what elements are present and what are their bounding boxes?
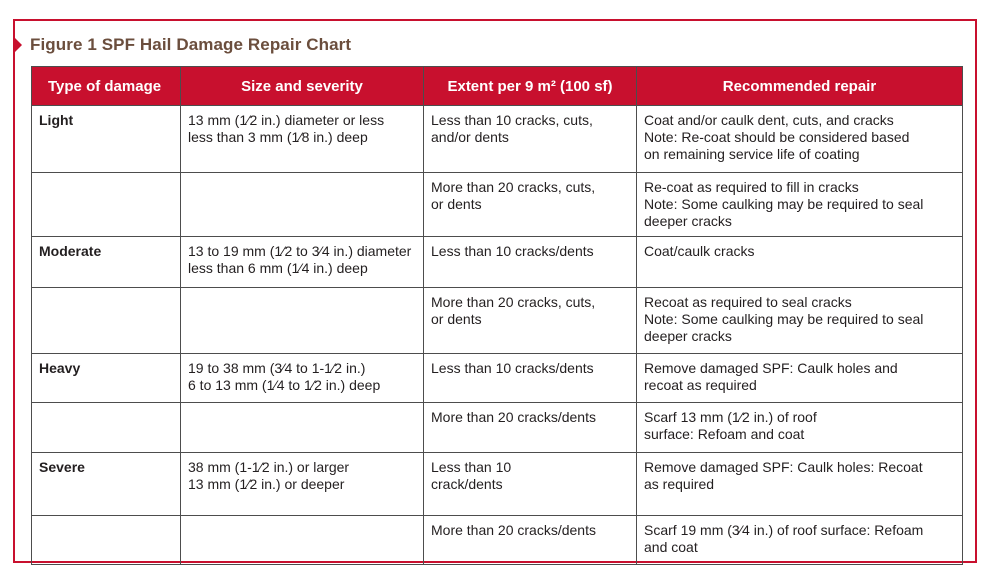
extent-cell xyxy=(424,288,637,354)
cell-line: Recoat as required to seal cracks xyxy=(644,294,852,310)
cell-line: More than 20 cracks/dents xyxy=(431,409,596,425)
cell-line: or dents xyxy=(431,196,482,212)
repair-cell xyxy=(637,173,963,237)
cell-line: Less than 10 cracks/dents xyxy=(431,360,594,376)
table-row xyxy=(32,288,963,354)
repair-cell xyxy=(637,354,963,403)
table-row xyxy=(32,516,963,565)
cell-line: More than 20 cracks, cuts, xyxy=(431,179,596,195)
header-recommended-repair: Recommended repair xyxy=(637,67,963,106)
table-header-row xyxy=(32,67,963,106)
hail-damage-table xyxy=(31,66,963,565)
size-severity-cell xyxy=(181,354,424,403)
cell-line: and/or dents xyxy=(431,129,509,145)
cell-line: less than 6 mm (1⁄4 in.) deep xyxy=(188,260,368,276)
cell-line: Coat/caulk cracks xyxy=(644,243,755,259)
cell-line: Less than 10 cracks/dents xyxy=(431,243,594,259)
cell-line: Scarf 13 mm (1⁄2 in.) of roof xyxy=(644,409,817,425)
cell-line: Re-coat as required to fill in cracks xyxy=(644,179,859,195)
header-extent: Extent per 9 m² (100 sf) xyxy=(424,67,637,106)
figure-header xyxy=(15,35,351,55)
table-row xyxy=(32,237,963,288)
cell-line: and coat xyxy=(644,539,698,555)
cell-line: as required xyxy=(644,476,715,492)
extent-cell xyxy=(424,453,637,516)
repair-cell xyxy=(637,106,963,173)
table-row xyxy=(32,453,963,516)
figure-title: Figure 1 SPF Hail Damage Repair Chart xyxy=(30,35,352,54)
extent-cell xyxy=(424,173,637,237)
cell-line: 38 mm (1-1⁄2 in.) or larger xyxy=(188,459,350,475)
extent-cell xyxy=(424,354,637,403)
figure-frame xyxy=(13,19,977,563)
damage-type-cell xyxy=(32,516,181,565)
cell-line: crack/dents xyxy=(431,476,503,492)
repair-cell xyxy=(637,516,963,565)
extent-cell xyxy=(424,516,637,565)
size-severity-cell xyxy=(181,173,424,237)
repair-cell xyxy=(637,288,963,354)
cell-line: Remove damaged SPF: Caulk holes and xyxy=(644,360,898,376)
cell-line: More than 20 cracks, cuts, xyxy=(431,294,596,310)
repair-cell xyxy=(637,403,963,453)
title-marker-icon xyxy=(13,36,22,54)
repair-cell xyxy=(637,237,963,288)
size-severity-cell xyxy=(181,106,424,173)
cell-line: Less than 10 xyxy=(431,459,512,475)
size-severity-cell xyxy=(181,237,424,288)
cell-line: deeper cracks xyxy=(644,213,732,229)
damage-type-cell: Severe xyxy=(32,453,181,516)
cell-line: 19 to 38 mm (3⁄4 to 1-1⁄2 in.) xyxy=(188,360,366,376)
table-row xyxy=(32,173,963,237)
cell-line: 6 to 13 mm (1⁄4 to 1⁄2 in.) deep xyxy=(188,377,381,393)
cell-line: Note: Some caulking may be required to seal xyxy=(644,196,924,212)
extent-cell xyxy=(424,403,637,453)
size-severity-cell xyxy=(181,288,424,354)
size-severity-cell xyxy=(181,453,424,516)
table-row xyxy=(32,354,963,403)
damage-type-cell: Heavy xyxy=(32,354,181,403)
repair-cell xyxy=(637,453,963,516)
extent-cell xyxy=(424,237,637,288)
cell-line: or dents xyxy=(431,311,482,327)
table-row xyxy=(32,106,963,173)
damage-type-cell xyxy=(32,403,181,453)
cell-line: less than 3 mm (1⁄8 in.) deep xyxy=(188,129,368,145)
cell-line: Remove damaged SPF: Caulk holes: Recoat xyxy=(644,459,923,475)
cell-line: Less than 10 cracks, cuts, xyxy=(431,112,593,128)
cell-line: surface: Refoam and coat xyxy=(644,426,805,442)
cell-line: Scarf 19 mm (3⁄4 in.) of roof surface: Refoam xyxy=(644,522,924,538)
header-type-of-damage: Type of damage xyxy=(32,67,181,106)
damage-type-cell xyxy=(32,173,181,237)
extent-cell xyxy=(424,106,637,173)
cell-line: More than 20 cracks/dents xyxy=(431,522,596,538)
damage-type-cell: Light xyxy=(32,106,181,173)
damage-type-cell xyxy=(32,288,181,354)
cell-line: Note: Some caulking may be required to seal xyxy=(644,311,924,327)
cell-line: 13 mm (1⁄2 in.) or deeper xyxy=(188,476,345,492)
damage-type-cell: Moderate xyxy=(32,237,181,288)
cell-line: Note: Re-coat should be considered based xyxy=(644,129,910,145)
cell-line: deeper cracks xyxy=(644,328,732,344)
size-severity-cell xyxy=(181,403,424,453)
table-row xyxy=(32,403,963,453)
cell-line: recoat as required xyxy=(644,377,757,393)
cell-line: 13 mm (1⁄2 in.) diameter or less xyxy=(188,112,385,128)
cell-line: on remaining service life of coating xyxy=(644,146,860,162)
header-size-and-severity: Size and severity xyxy=(181,67,424,106)
size-severity-cell xyxy=(181,516,424,565)
cell-line: 13 to 19 mm (1⁄2 to 3⁄4 in.) diameter xyxy=(188,243,412,259)
cell-line: Coat and/or caulk dent, cuts, and cracks xyxy=(644,112,894,128)
